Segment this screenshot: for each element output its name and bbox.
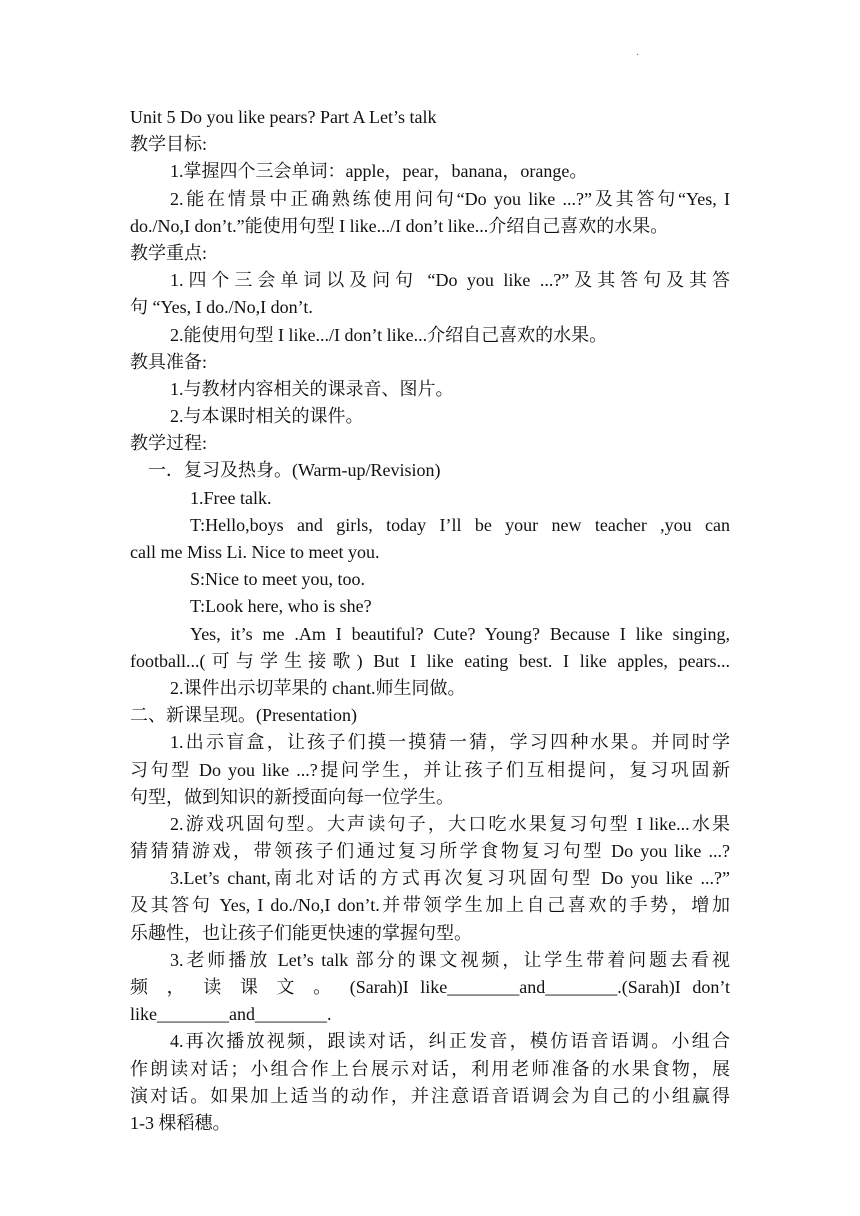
text-line: 句型，做到知识的新授面向每一位学生。 (130, 786, 454, 807)
text-line: 4.再次播放视频，跟读对话，纠正发音，模仿语音语调。小组合 (170, 1031, 730, 1052)
step-heading-presentation: 二、新课呈现。(Presentation) (130, 705, 357, 726)
text-line: 2.课件出示切苹果的 chant.师生同做。 (170, 677, 466, 698)
section-heading-key-points: 教学重点: (130, 242, 208, 263)
text-line: 1.四个三会单词以及问句 “Do you like ...?”及其答句及其答 (170, 270, 730, 291)
text-line: call me Miss Li. Nice to meet you. (130, 542, 380, 562)
text-line: S:Nice to meet you, too. (190, 569, 365, 590)
text-line: 1.出示盲盒，让孩子们摸一摸猜一猜，学习四种水果。并同时学 (170, 732, 730, 753)
text-line: T:Hello,boys and girls, today I’ll be your new teacher ,you can (190, 514, 730, 535)
text-line: 1.掌握四个三会单词：apple，pear，banana，orange。 (170, 161, 588, 182)
section-heading-process: 教学过程: (130, 433, 208, 454)
text-line: 乐趣性，也让孩子们能更快速的掌握句型。 (130, 922, 472, 943)
section-heading-objectives: 教学目标: (130, 134, 208, 155)
lesson-plan-text (130, 104, 730, 1137)
text-line: like________and________. (130, 1004, 332, 1025)
text-line: 2.与本课时相关的课件。 (170, 406, 364, 427)
section-heading-materials: 教具准备: (130, 351, 208, 372)
text-line: 1.Free talk. (190, 487, 272, 508)
doc-title: Unit 5 Do you like pears? Part A Let’s talk (130, 107, 437, 127)
text-line: 2.能使用句型 I like.../I don’t like...介绍自己喜欢的水果。 (170, 324, 608, 345)
text-line: 1.与教材内容相关的课录音、图片。 (170, 378, 454, 399)
text-line: 作朗读对话；小组合作上台展示对话，利用老师准备的水果食物，展 (130, 1058, 730, 1079)
text-line: do./No,I don’t.”能使用句型 I like.../I don’t like...介绍自己喜欢的水果。 (130, 215, 669, 236)
text-line: 2.游戏巩固句型。大声读句子，大口吃水果复习句型 I like...水果 (170, 813, 730, 834)
text-line: T:Look here, who is she? (190, 596, 372, 617)
text-line: 演对话。如果加上适当的动作，并注意语音语调会为自己的小组赢得 (130, 1085, 730, 1106)
text-line: 3.老师播放 Let’s talk 部分的课文视频，让学生带着问题去看视 (170, 949, 730, 970)
corner-mark: · (636, 50, 640, 61)
text-line: 猜猜猜游戏，带领孩子们通过复习所学食物复习句型 Do you like ...? (130, 841, 730, 862)
text-line: football...(可与学生接歌) But I like eating best. I like apples, pears... (130, 650, 730, 671)
text-line: 3.Let’s chant,南北对话的方式再次复习巩固句型 Do you like ...?” (170, 868, 730, 889)
step-heading-warmup: 一．复习及热身。(Warm-up/Revision) (148, 460, 441, 481)
text-line: 频 ， 读 课 文 。 (Sarah)I like________and________.(Sarah)I don’t (130, 977, 730, 997)
text-line: 及其答句 Yes, I do./No,I don’t.并带领学生加上自己喜欢的手势，增加 (130, 895, 730, 916)
text-line: 1-3 棵稻穗。 (130, 1112, 231, 1133)
text-line: 2.能在情景中正确熟练使用问句“Do you like ...?”及其答句“Yes, I (170, 188, 730, 209)
text-line: 句 “Yes, I do./No,I don’t. (130, 297, 313, 318)
text-line: Yes, it’s me .Am I beautiful? Cute? Young? Because I like singing, (190, 623, 730, 644)
text-line: 习句型 Do you like ...?提问学生，并让孩子们互相提问，复习巩固新 (130, 759, 730, 780)
